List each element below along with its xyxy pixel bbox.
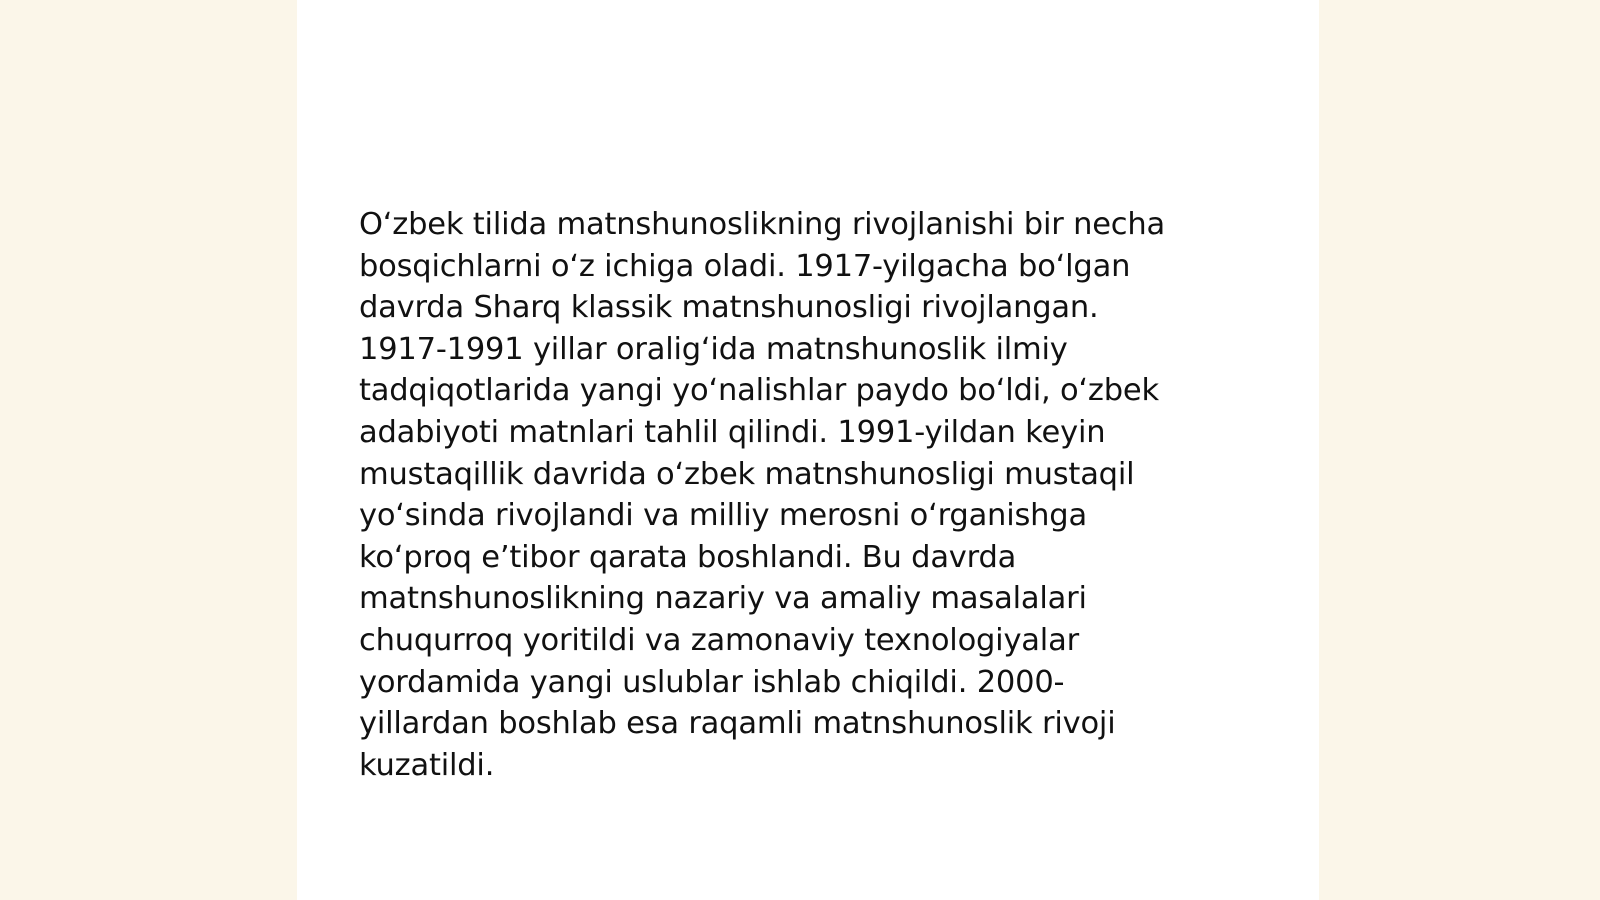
slide-body-text: O‘zbek tilida matnshunoslikning rivojlanishi bir necha bosqichlarni o‘z ichiga oladi. 1917-yilgacha bo‘lgan davrda Sharq klassik matnshunosligi rivojlangan. 1917-1991 yillar oralig‘ida matnshunoslik ilmiy tadqiqotlarida yangi yo‘nalishlar paydo bo‘ldi, o‘zbek adabiyoti matnlari tahlil qilindi. 1991-yildan keyin mustaqillik davrida o‘zbek matnshunosligi mustaqil yo‘sinda rivojlandi va milliy merosni o‘rganishga ko‘proq e’tibor qarata boshlandi. Bu davrda matnshunoslikning nazariy va amaliy masalalari chuqurroq yoritildi va zamonaviy texnologiyalar yordamida yangi uslublar ishlab chiqildi. 2000- yillardan boshlab esa raqamli matnshunoslik rivoji kuzatildi. <box>359 207 1165 783</box>
slide <box>297 0 1319 900</box>
